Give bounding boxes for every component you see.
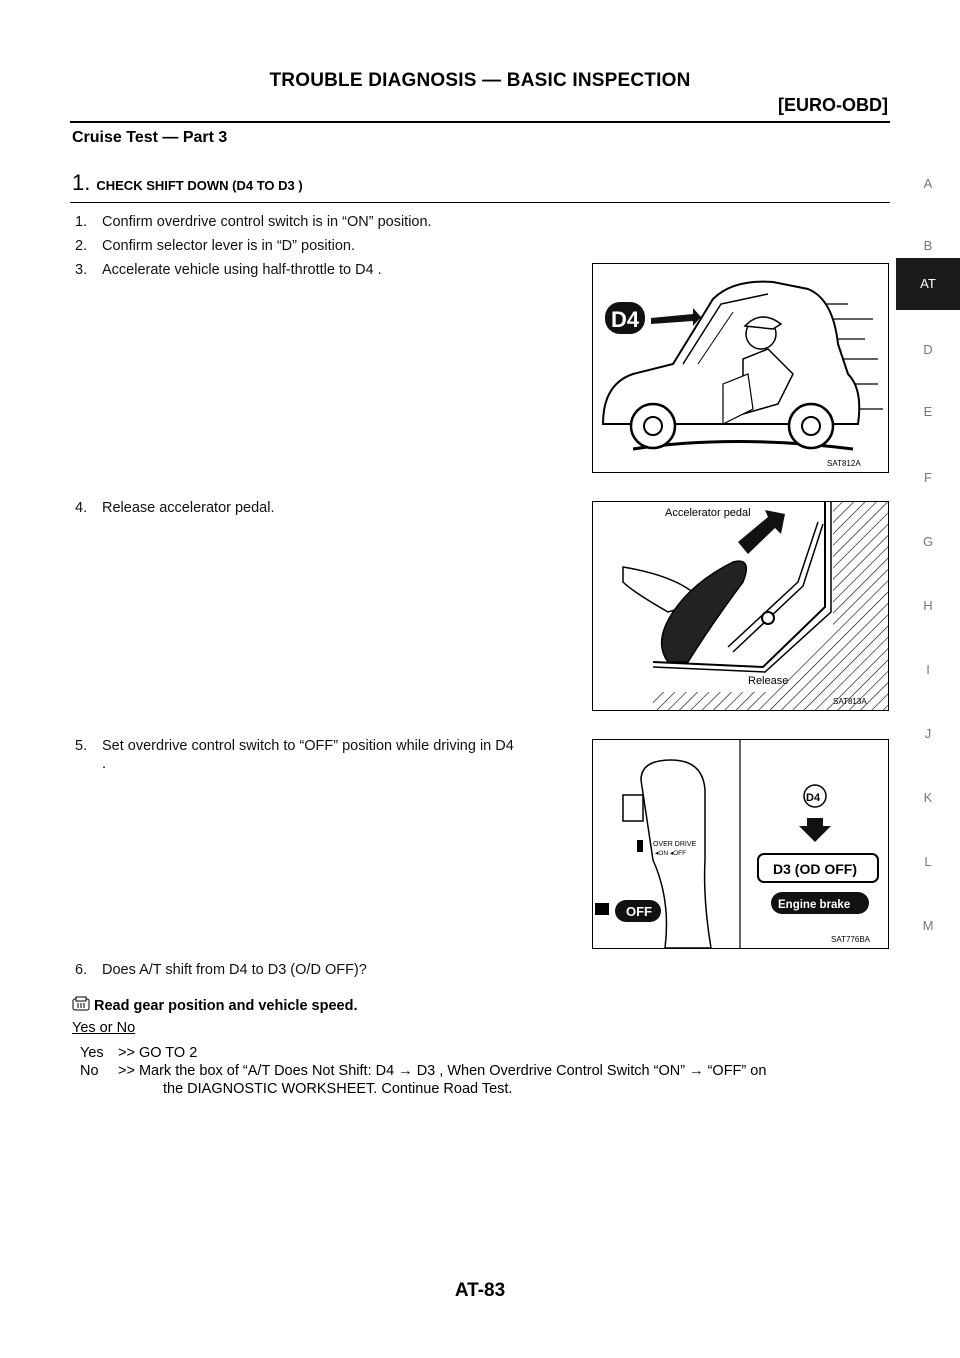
pedal-illustration [593,502,888,710]
svg-text:OFF: OFF [626,904,652,919]
figure-code: SAT776BA [831,935,870,944]
answer-no: No >> Mark the box of “A/T Does Not Shift: D4 → D3 , When Overdrive Control Switch “ON” → “OFF” on [80,1063,767,1079]
tab-b[interactable]: B [923,238,933,253]
svg-text:◂ON ◂OFF: ◂ON ◂OFF [655,850,687,857]
figure-car-driving [592,263,889,473]
svg-text:D3 (OD OFF): D3 (OD OFF) [773,861,857,877]
tab-at[interactable]: AT [896,258,960,310]
page-header-subtitle: [EURO-OBD] [778,95,888,115]
tab-i[interactable]: I [926,662,930,677]
tab-j[interactable]: J [924,726,932,741]
step-divider [70,202,890,203]
tab-k[interactable]: K [923,790,933,805]
figure-code: SAT813A [833,697,867,706]
figure-code: SAT812A [827,459,861,468]
arrow-left-icon [651,308,701,326]
figure-label-release: Release [748,675,789,687]
svg-text:D4: D4 [611,307,640,332]
tab-g[interactable]: G [922,534,934,549]
list-item: 3. Accelerate vehicle using half-throttle to D4 . [75,262,382,278]
tab-m[interactable]: M [922,918,934,933]
tab-f[interactable]: F [924,470,932,485]
figure-label-accelerator: Accelerator pedal [665,507,751,519]
page-number: AT-83 [454,1280,506,1301]
tip-icon [72,996,90,1016]
list-item: 6. Does A/T shift from D4 to D3 (O/D OFF)? [75,962,367,978]
list-item: 5. Set overdrive control switch to “OFF” position while driving in D4 [75,738,514,754]
switch-illustration [593,740,888,948]
section-title: Cruise Test — Part 3 [72,129,228,146]
section-tabs [896,0,960,1358]
step-heading [72,170,303,196]
tab-l[interactable]: L [924,854,932,869]
list-item-continuation: . [102,756,107,772]
figure-overdrive-switch [592,739,889,949]
step-number: 1. [72,170,91,195]
tab-h[interactable]: H [923,598,933,613]
answer-yes: Yes >> GO TO 2 [80,1045,198,1061]
svg-text:Engine brake: Engine brake [778,899,851,911]
inspection-tip: Read gear position and vehicle speed. [72,996,358,1016]
svg-text:D4: D4 [806,792,821,804]
arrow-down-icon [799,818,831,842]
figure-accelerator-pedal [592,501,889,711]
list-item: 4. Release accelerator pedal. [75,500,275,516]
tab-e[interactable]: E [923,404,933,419]
list-item: 1. Confirm overdrive control switch is in “ON” position. [75,214,432,230]
step-title: CHECK SHIFT DOWN (D4 TO D3 ) [96,178,303,193]
svg-text:OVER DRIVE: OVER DRIVE [653,841,697,848]
page-header-title: TROUBLE DIAGNOSIS — BASIC INSPECTION [269,70,691,91]
tab-d[interactable]: D [923,342,933,357]
tab-a[interactable]: A [923,176,933,191]
yes-or-no-heading: Yes or No [72,1020,136,1036]
list-item: 2. Confirm selector lever is in “D” position. [75,238,356,254]
car-illustration [593,264,888,472]
header-divider [70,121,890,123]
answer-no-continuation: the DIAGNOSTIC WORKSHEET. Continue Road Test. [163,1081,513,1097]
